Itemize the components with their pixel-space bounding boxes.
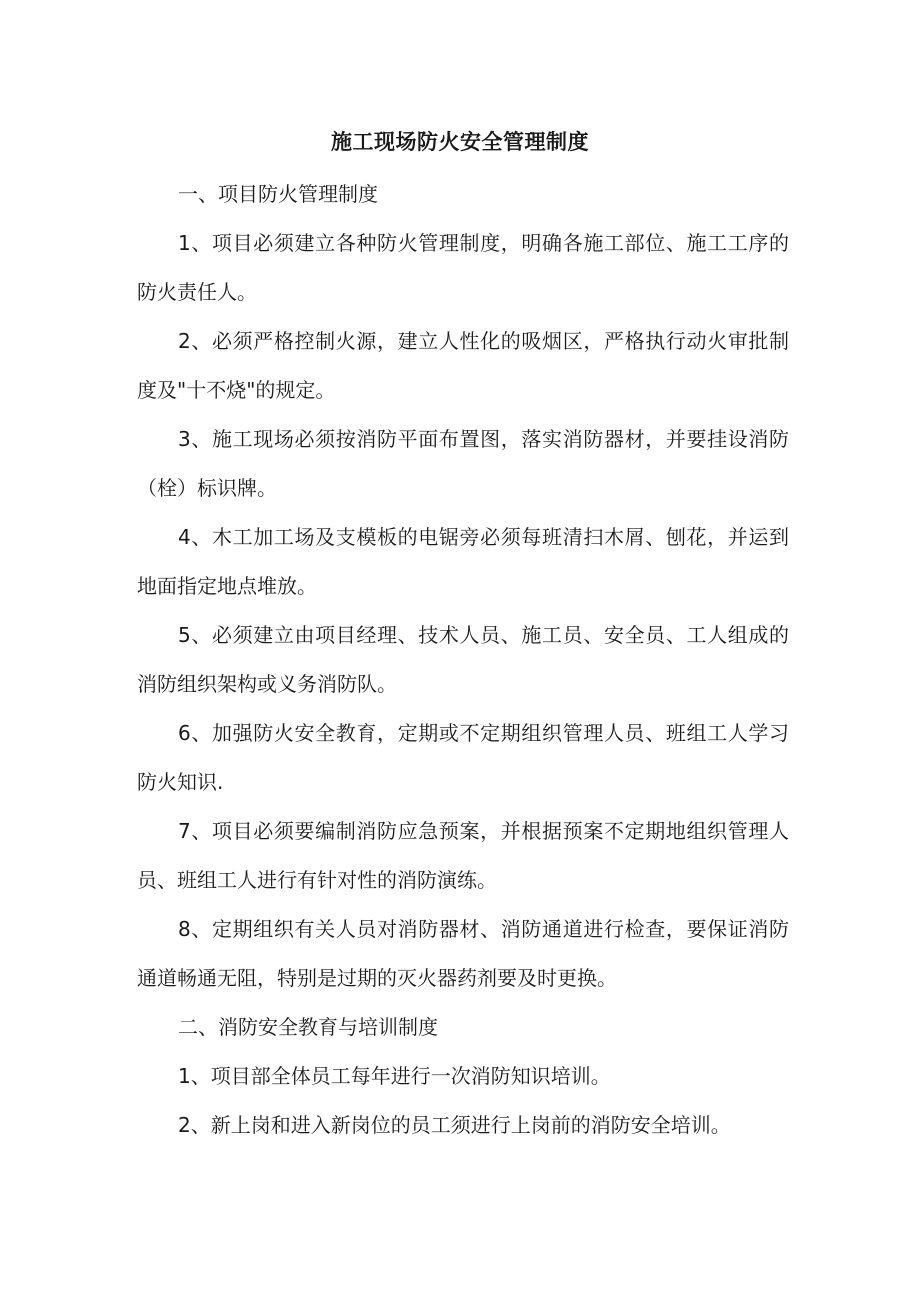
- paragraph: 3、施工现场必须按消防平面布置图，落实消防器材，并要挂设消防（栓）标识牌。: [137, 427, 789, 500]
- paragraph: 8、定期组织有关人员对消防器材、消防通道进行检查，要保证消防通道畅通无阻，特别是过期的灭火器药剂要及时更换。: [137, 917, 789, 990]
- section-heading: 一、项目防火管理制度: [178, 182, 378, 206]
- paragraph: 4、木工加工场及支模板的电锯旁必须每班清扫木屑、刨花，并运到地面指定地点堆放。: [137, 525, 789, 598]
- section-heading: 二、消防安全教育与培训制度: [178, 1015, 438, 1039]
- paragraph: 2、新上岗和进入新岗位的员工须进行上岗前的消防安全培训。: [178, 1113, 731, 1137]
- paragraph: 7、项目必须要编制消防应急预案，并根据预案不定期地组织管理人员、班组工人进行有针对性的消防演练。: [137, 819, 789, 892]
- paragraph: 5、必须建立由项目经理、技术人员、施工员、安全员、工人组成的消防组织架构或义务消防队。: [137, 623, 789, 696]
- paragraph: 6、加强防火安全教育，定期或不定期组织管理人员、班组工人学习防火知识.: [137, 721, 789, 794]
- paragraph: 2、必须严格控制火源，建立人性化的吸烟区，严格执行动火审批制度及"十不烧"的规定。: [137, 329, 789, 402]
- paragraph: 1、项目必须建立各种防火管理制度，明确各施工部位、施工工序的防火责任人。: [137, 231, 789, 304]
- document-title: 施工现场防火安全管理制度: [331, 130, 589, 154]
- document-body: [137, 170, 789, 1150]
- paragraph: 1、项目部全体员工每年进行一次消防知识培训。: [178, 1064, 611, 1088]
